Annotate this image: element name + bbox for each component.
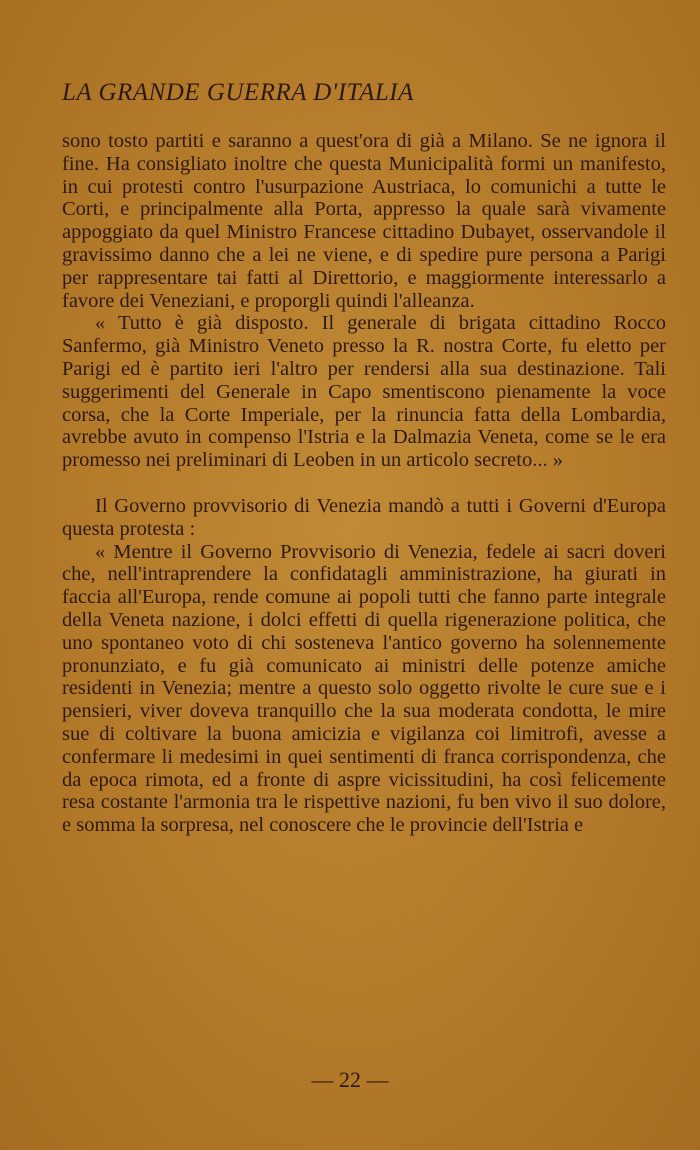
running-head: LA GRANDE GUERRA D'ITALIA (62, 79, 414, 106)
paragraph-quote-continuation: « Tutto è già disposto. Il generale di brigata cittadino Rocco Sanfermo, già Ministro Veneto presso la R. nostra Corte, fu eletto per Parigi ed è partito ieri l'altro per rendersi alla sua destinazione. Tali suggerimenti del Generale in Capo smentiscono pienamente la voce corsa, che la Corte Imperiale, per la rinuncia fatta della Lombardia, avrebbe avuto in compenso l'Istria e la Dalmazia Veneta, come se le era promesso nei preliminari di Leoben in un articolo secreto... » (62, 312, 666, 472)
section-gap (62, 472, 666, 495)
page-number: — 22 — (311, 1067, 389, 1092)
paragraph-continuation: sono tosto partiti e saranno a quest'ora di già a Milano. Se ne ignora il fine. Ha consigliato inoltre che questa Municipalità formi un manifesto, in cui protesti contro l'usurpazione Austriaca, lo comunichi a tutte le Corti, e principalmente alla Porta, appresso la quale sarà vivamente appoggiato da quel Ministro Francese cittadino Dubayet, osservandole il gravissimo danno che a lei ne viene, e di spedire pure persona a Parigi per rappresentare tai fatti al Direttorio, e maggiormente interessarlo a favore dei Veneziani, e proporgli quindi l'alleanza. (62, 130, 666, 312)
page-body (62, 130, 666, 837)
paragraph-protest-text: « Mentre il Governo Provvisorio di Venezia, fedele ai sacri doveri che, nell'intraprendere la confidatagli amministrazione, ha giurati in faccia all'Europa, rende comune ai popoli tutti che fanno parte integrale della Veneta nazione, i dolci effetti di quella rigenerazione politica, che uno spontaneo voto di chi sosteneva l'antico governo ha solennemente pronunziato, e fu già comunicato ai ministri delle potenze amiche residenti in Venezia; mentre a questo solo oggetto rivolte le cure sue e i pensieri, viver doveva tranquillo che la sua moderata condotta, le mire sue di coltivare la buona amicizia e vigilanza coi limitrofi, avesse a confermare li medesimi in quei sentimenti di franca corrispondenza, che da epoca rimota, ed a fronte di aspre vicissitudini, ha così felicemente resa costante l'armonia tra le rispettive nazioni, fu ben vivo il suo dolore, e somma la sorpresa, nel conoscere che le provincie dell'Istria e (62, 540, 666, 837)
paragraph-protest-intro: Il Governo provvisorio di Venezia mandò a tutti i Governi d'Europa questa protesta : (62, 494, 666, 540)
